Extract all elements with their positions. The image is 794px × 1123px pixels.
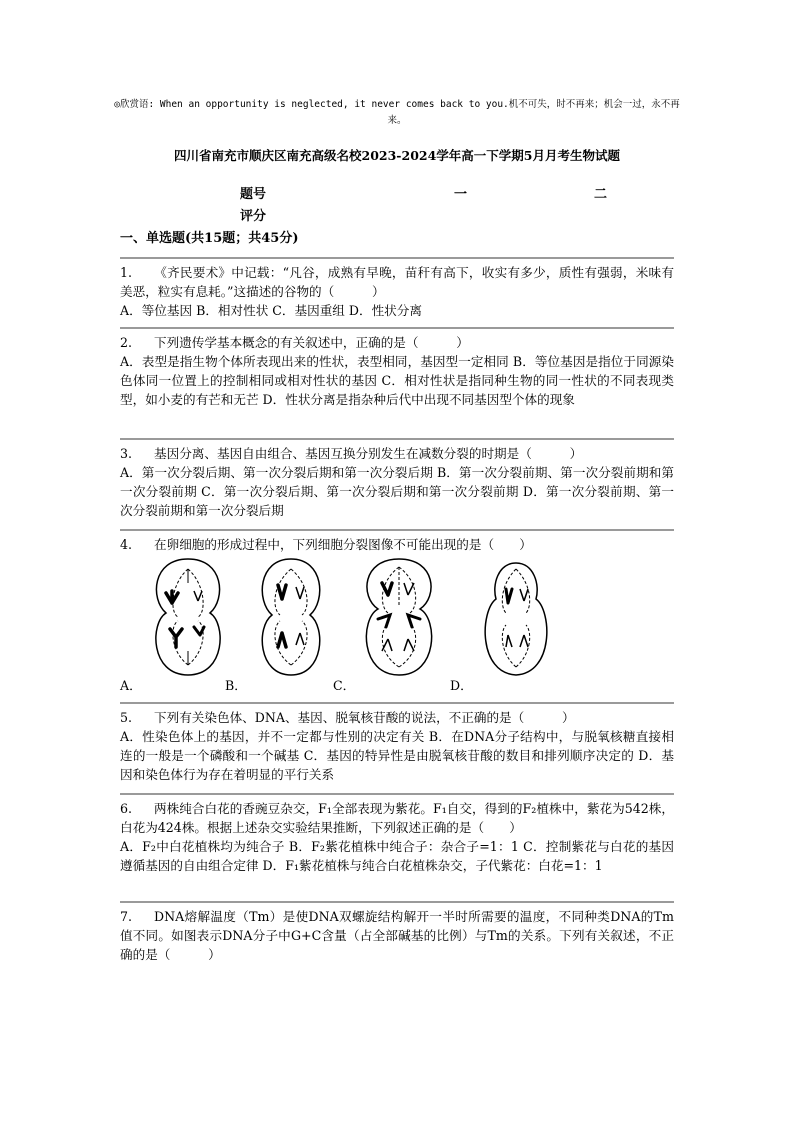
exam-title: 四川省南充市顺庆区南充高级名校2023-2024学年高一下学期5月月考生物试题 (174, 148, 620, 163)
divider (120, 257, 674, 259)
divider (120, 901, 674, 903)
score-row-label-score: 评分 (240, 209, 267, 224)
question-stem: 下列有关染色体、DNA、基因、脱氧核苷酸的说法，不正确的是（ ） (154, 710, 575, 725)
question-5 (120, 708, 674, 784)
question-stem: 《齐民要术》中记载：“凡谷，成熟有早晚，苗秆有高下，收实有多少，质性有强弱，米味有美恶，粒实有息耗。”这描述的谷物的（ ） (120, 265, 674, 299)
divider (120, 702, 674, 704)
figure-label-d: D． (450, 678, 473, 693)
score-col-2: 二 (594, 187, 608, 202)
score-col-1: 一 (454, 187, 468, 202)
figure-label-a: A． (120, 678, 142, 693)
cell-figure-c (358, 555, 440, 680)
question-stem: 基因分离、基因自由组合、基因互换分别发生在减数分裂的时期是（ ） (154, 446, 583, 461)
question-options: A．等位基因 B．相对性状 C．基因重组 D．性状分离 (120, 303, 422, 318)
question-number: 4. (120, 537, 133, 552)
question-options: A．第一次分裂后期、第一次分裂后期和第一次分裂后期 B．第一次分裂前期、第一次分裂前期和第一次分裂前期 C．第一次分裂后期、第一次分裂后期和第一次分裂前期 D．第一次分裂前期、第一次分裂前期和第一次分裂后期 (120, 465, 674, 518)
cell-figure-b (256, 555, 326, 680)
motto-header: ◎欣赏语: When an opportunity is neglected, it never comes back to you.机不可失，时不再来；机会一过，永不再来。 (114, 99, 680, 126)
figure-label-b: B． (225, 678, 247, 693)
question-options: A．表型是指生物个体所表现出来的性状，表型相同，基因型一定相同 B．等位基因是指位于同源染色体同一位置上的控制相同或相对性状的基因 C．相对性状是指同种生物的同一性状的不同表现类型，如小麦的有芒和无芒 D．性状分离是指杂种后代中出现不同基因型个体的现象 (120, 354, 674, 407)
divider (120, 529, 674, 531)
question-number: 2. (120, 335, 133, 350)
cell-division-figures (120, 555, 680, 693)
question-number: 5. (120, 710, 133, 725)
question-number: 7. (120, 909, 133, 924)
question-number: 6. (120, 801, 133, 816)
score-table (120, 183, 680, 227)
divider (120, 793, 674, 795)
question-7 (120, 907, 674, 964)
question-6 (120, 799, 674, 875)
question-number: 3. (120, 446, 133, 461)
question-1 (120, 263, 674, 320)
divider (120, 438, 674, 440)
question-number: 1. (120, 265, 133, 280)
question-2 (120, 333, 674, 409)
score-row-label-number: 题号 (240, 187, 267, 202)
divider (120, 327, 674, 329)
question-stem: 下列遗传学基本概念的有关叙述中，正确的是（ ） (154, 335, 469, 350)
question-options: A．性染色体上的基因，并不一定都与性别的决定有关 B．在DNA分子结构中，与脱氧核糖直接相连的一般是一个磷酸和一个碱基 C．基因的特异性是由脱氧核苷酸的数目和排列顺序决定的 D．基因和染色体行为存在着明显的平行关系 (120, 729, 674, 782)
question-options: A．F₂中白花植株均为纯合子 B．F₂紫花植株中纯合子：杂合子=1：1 C．控制紫花与白花的基因遵循基因的自由组合定律 D．F₁紫花植株与纯合白花植株杂交，子代紫花：白花=1：1 (120, 839, 674, 873)
question-4 (120, 535, 674, 554)
cell-figure-d (478, 555, 554, 680)
question-stem: DNA熔解温度（Tm）是使DNA双螺旋结构解开一半时所需要的温度，不同种类DNA的Tm值不同。如图表示DNA分子中G+C含量（占全部碱基的比例）与Tm的关系。下列有关叙述，不正确的是（ ） (120, 909, 674, 962)
section-heading: 一、单选题(共15题；共45分) (120, 231, 299, 246)
cell-figure-a (148, 555, 228, 680)
figure-label-c: C． (333, 678, 356, 693)
question-3 (120, 444, 674, 520)
question-stem: 两株纯合白花的香豌豆杂交，F₁全部表现为紫花。F₁自交，得到的F₂植株中，紫花为542株，白花为424株。根据上述杂交实验结果推断，下列叙述正确的是（ ） (120, 801, 674, 835)
question-stem: 在卵细胞的形成过程中，下列细胞分裂图像不可能出现的是（ ） (154, 537, 532, 552)
